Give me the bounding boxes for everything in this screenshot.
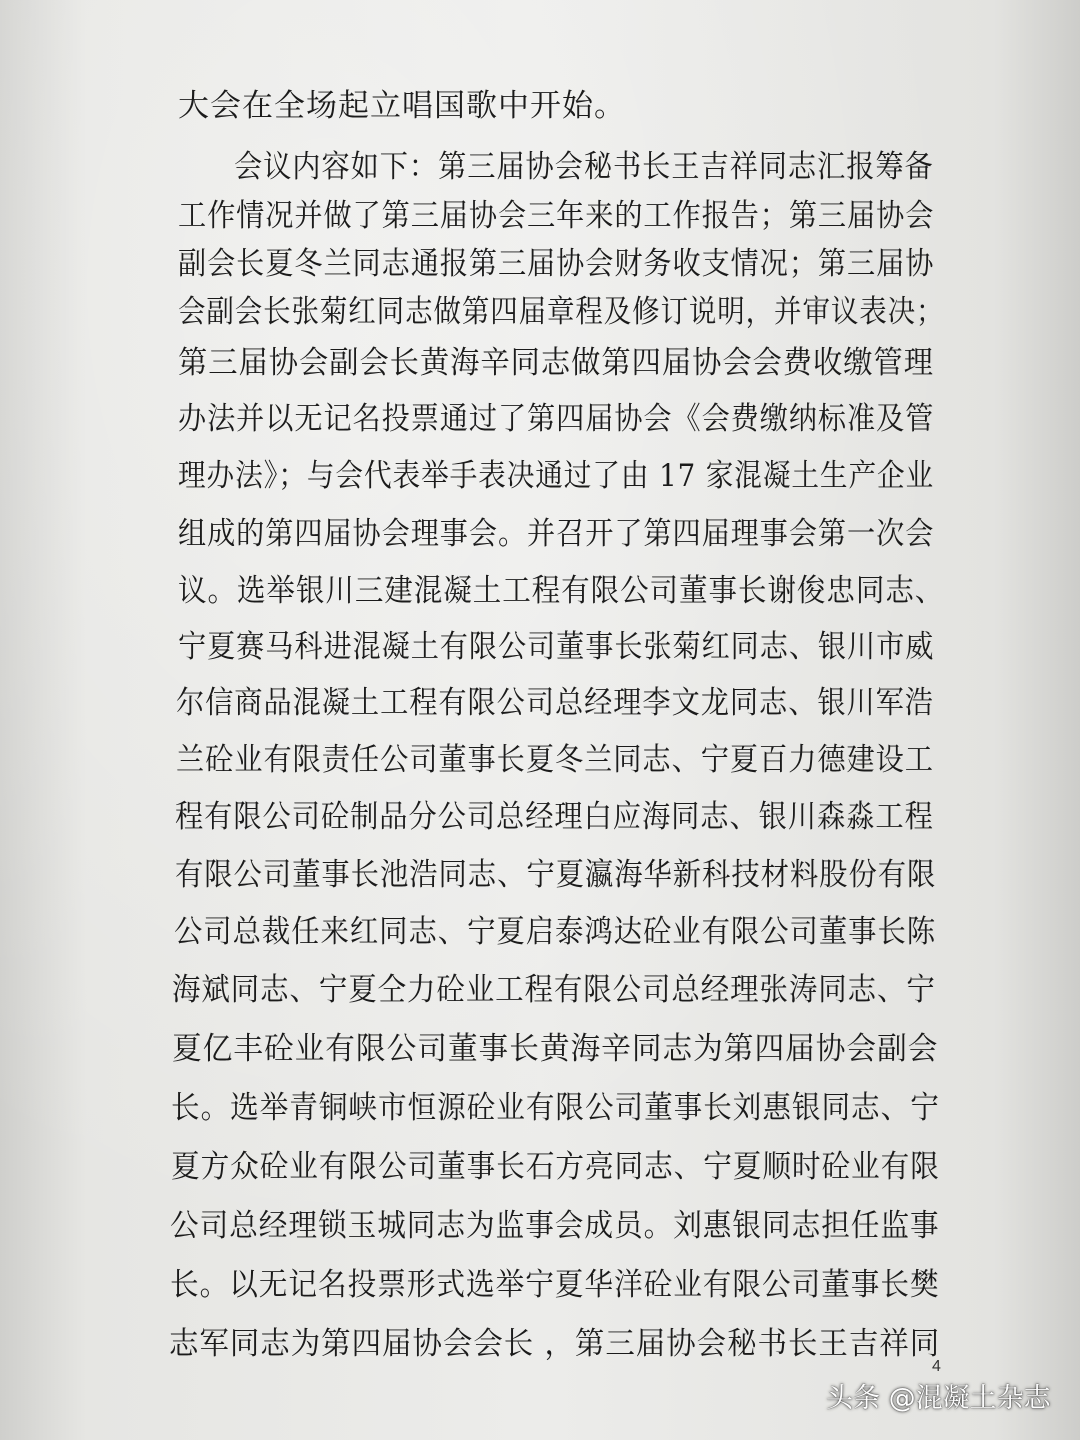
text-line-21: 公司总经理锁玉城同志为监事会成员。刘惠银同志担任监事	[170, 1208, 940, 1244]
text-line-6: 第三届协会副会长黄海辛同志做第四届协会会费收缴管理	[178, 345, 934, 381]
text-line-10: 议。选举银川三建混凝土工程有限公司董事长谢俊忠同志、	[178, 573, 945, 609]
text-line-12: 尔信商品混凝土工程有限公司总经理李文龙同志、银川军浩	[176, 685, 934, 721]
watermark	[826, 1370, 1051, 1420]
text-line-5: 会副会长张菊红同志做第四届章程及修订说明，并审议表决；	[178, 294, 945, 330]
page-number: 4	[932, 1358, 941, 1375]
text-line-13: 兰砼业有限责任公司董事长夏冬兰同志、宁夏百力德建设工	[176, 742, 934, 778]
text-line-16: 公司总裁任来红同志、宁夏启泰鸿达砼业有限公司董事长陈	[174, 914, 937, 950]
text-line-22: 长。以无记名投票形式选举宁夏华洋砼业有限公司董事长樊	[170, 1267, 940, 1303]
text-line-1: 大会在全场起立唱国歌中开始。	[178, 88, 626, 124]
text-line-14: 程有限公司砼制品分公司总经理白应海同志、银川森淼工程	[175, 799, 934, 835]
text-line-19: 长。选举青铜峡市恒源砼业有限公司董事长刘惠银同志、宁	[171, 1090, 940, 1126]
text-line-17: 海斌同志、宁夏仝力砼业工程有限公司总经理张涛同志、宁	[172, 972, 936, 1008]
text-line-18: 夏亿丰砼业有限公司董事长黄海辛同志为第四届协会副会	[172, 1031, 939, 1067]
text-line-20: 夏方众砼业有限公司董事长石方亮同志、宁夏顺时砼业有限	[171, 1149, 940, 1185]
text-line-2: 会议内容如下：第三届协会秘书长王吉祥同志汇报筹备	[234, 149, 934, 185]
text-line-15: 有限公司董事长池浩同志、宁夏瀛海华新科技材料股份有限	[175, 857, 937, 893]
text-line-8: 理办法》；与会代表举手表决通过了由 17 家混凝土生产企业	[178, 458, 935, 494]
text-line-23: 志军同志为第四届协会会长 ，第三届协会秘书长王吉祥同	[169, 1326, 941, 1362]
text-line-7: 办法并以无记名投票通过了第四届协会《会费缴纳标准及管	[178, 401, 935, 437]
text-line-9: 组成的第四届协会理事会。并召开了第四届理事会第一次会	[178, 516, 935, 552]
watermark-text: 头条 @混凝土杂志	[826, 1382, 1051, 1414]
text-line-4: 副会长夏冬兰同志通报第三届协会财务收支情况；第三届协	[178, 246, 935, 282]
text-line-3: 工作情况并做了第三届协会三年来的工作报告；第三届协会	[178, 198, 935, 234]
text-line-11: 宁夏赛马科进混凝土有限公司董事长张菊红同志、银川市威	[178, 629, 935, 665]
